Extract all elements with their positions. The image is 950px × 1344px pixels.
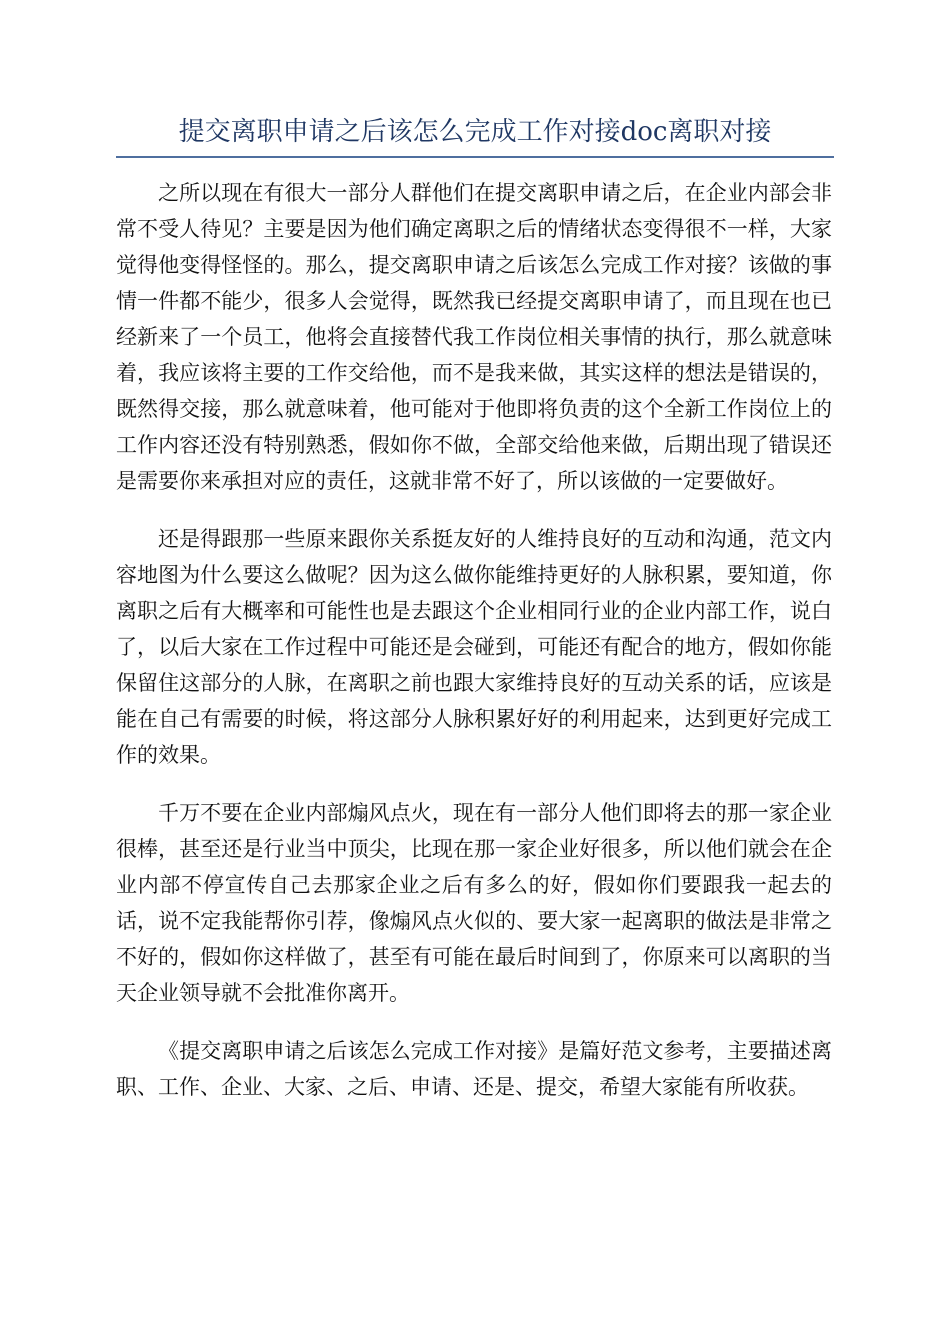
page-title: 提交离职申请之后该怎么完成工作对接doc离职对接 <box>178 117 772 147</box>
paragraph-1: 之所以现在有很大一部分人群他们在提交离职申请之后，在企业内部会非常不受人待见？主要是因为他们确定离职之后的情绪状态变得很不一样，大家觉得他变得怪怪的。那么，提交离职申请之后该怎么完成工作对接？该做的事情一件都不能少，很多人会觉得，既然我已经提交离职申请了，而且现在也已经新来了一个员工，他将会直接替代我工作岗位相关事情的执行，那么就意味着，我应该将主要的工作交给他，而不是我来做，其实这样的想法是错误的，既然得交接，那么就意味着，他可能对于他即将负责的这个全新工作岗位上的工作内容还没有特别熟悉，假如你不做，全部交给他来做，后期出现了错误还是需要你来承担对应的责任，这就非常不好了，所以该做的一定要做好。 <box>116 181 832 493</box>
paragraph-2: 还是得跟那一些原来跟你关系挺友好的人维持良好的互动和沟通，范文内容地图为什么要这么做呢？因为这么做你能维持更好的人脉积累，要知道，你离职之后有大概率和可能性也是去跟这个企业相同行业的企业内部工作，说白了，以后大家在工作过程中可能还是会碰到，可能还有配合的地方，假如你能保留住这部分的人脉，在离职之前也跟大家维持良好的互动关系的话，应该是能在自己有需要的时候，将这部分人脉积累好好的利用起来，达到更好完成工作的效果。 <box>116 527 832 767</box>
title-block <box>116 108 834 158</box>
paragraph-4: 《提交离职申请之后该怎么完成工作对接》是篇好范文参考，主要描述离职、工作、企业、大家、之后、申请、还是、提交，希望大家能有所收获。 <box>116 1039 832 1099</box>
document-body <box>116 175 832 1127</box>
paragraph-3: 千万不要在企业内部煽风点火，现在有一部分人他们即将去的那一家企业很棒，甚至还是行业当中顶尖，比现在那一家企业好很多，所以他们就会在企业内部不停宣传自己去那家企业之后有多么的好，假如你们要跟我一起去的话，说不定我能帮你引荐，像煽风点火似的、要大家一起离职的做法是非常之不好的，假如你这样做了，甚至有可能在最后时间到了，你原来可以离职的当天企业领导就不会批准你离开。 <box>116 801 832 1005</box>
